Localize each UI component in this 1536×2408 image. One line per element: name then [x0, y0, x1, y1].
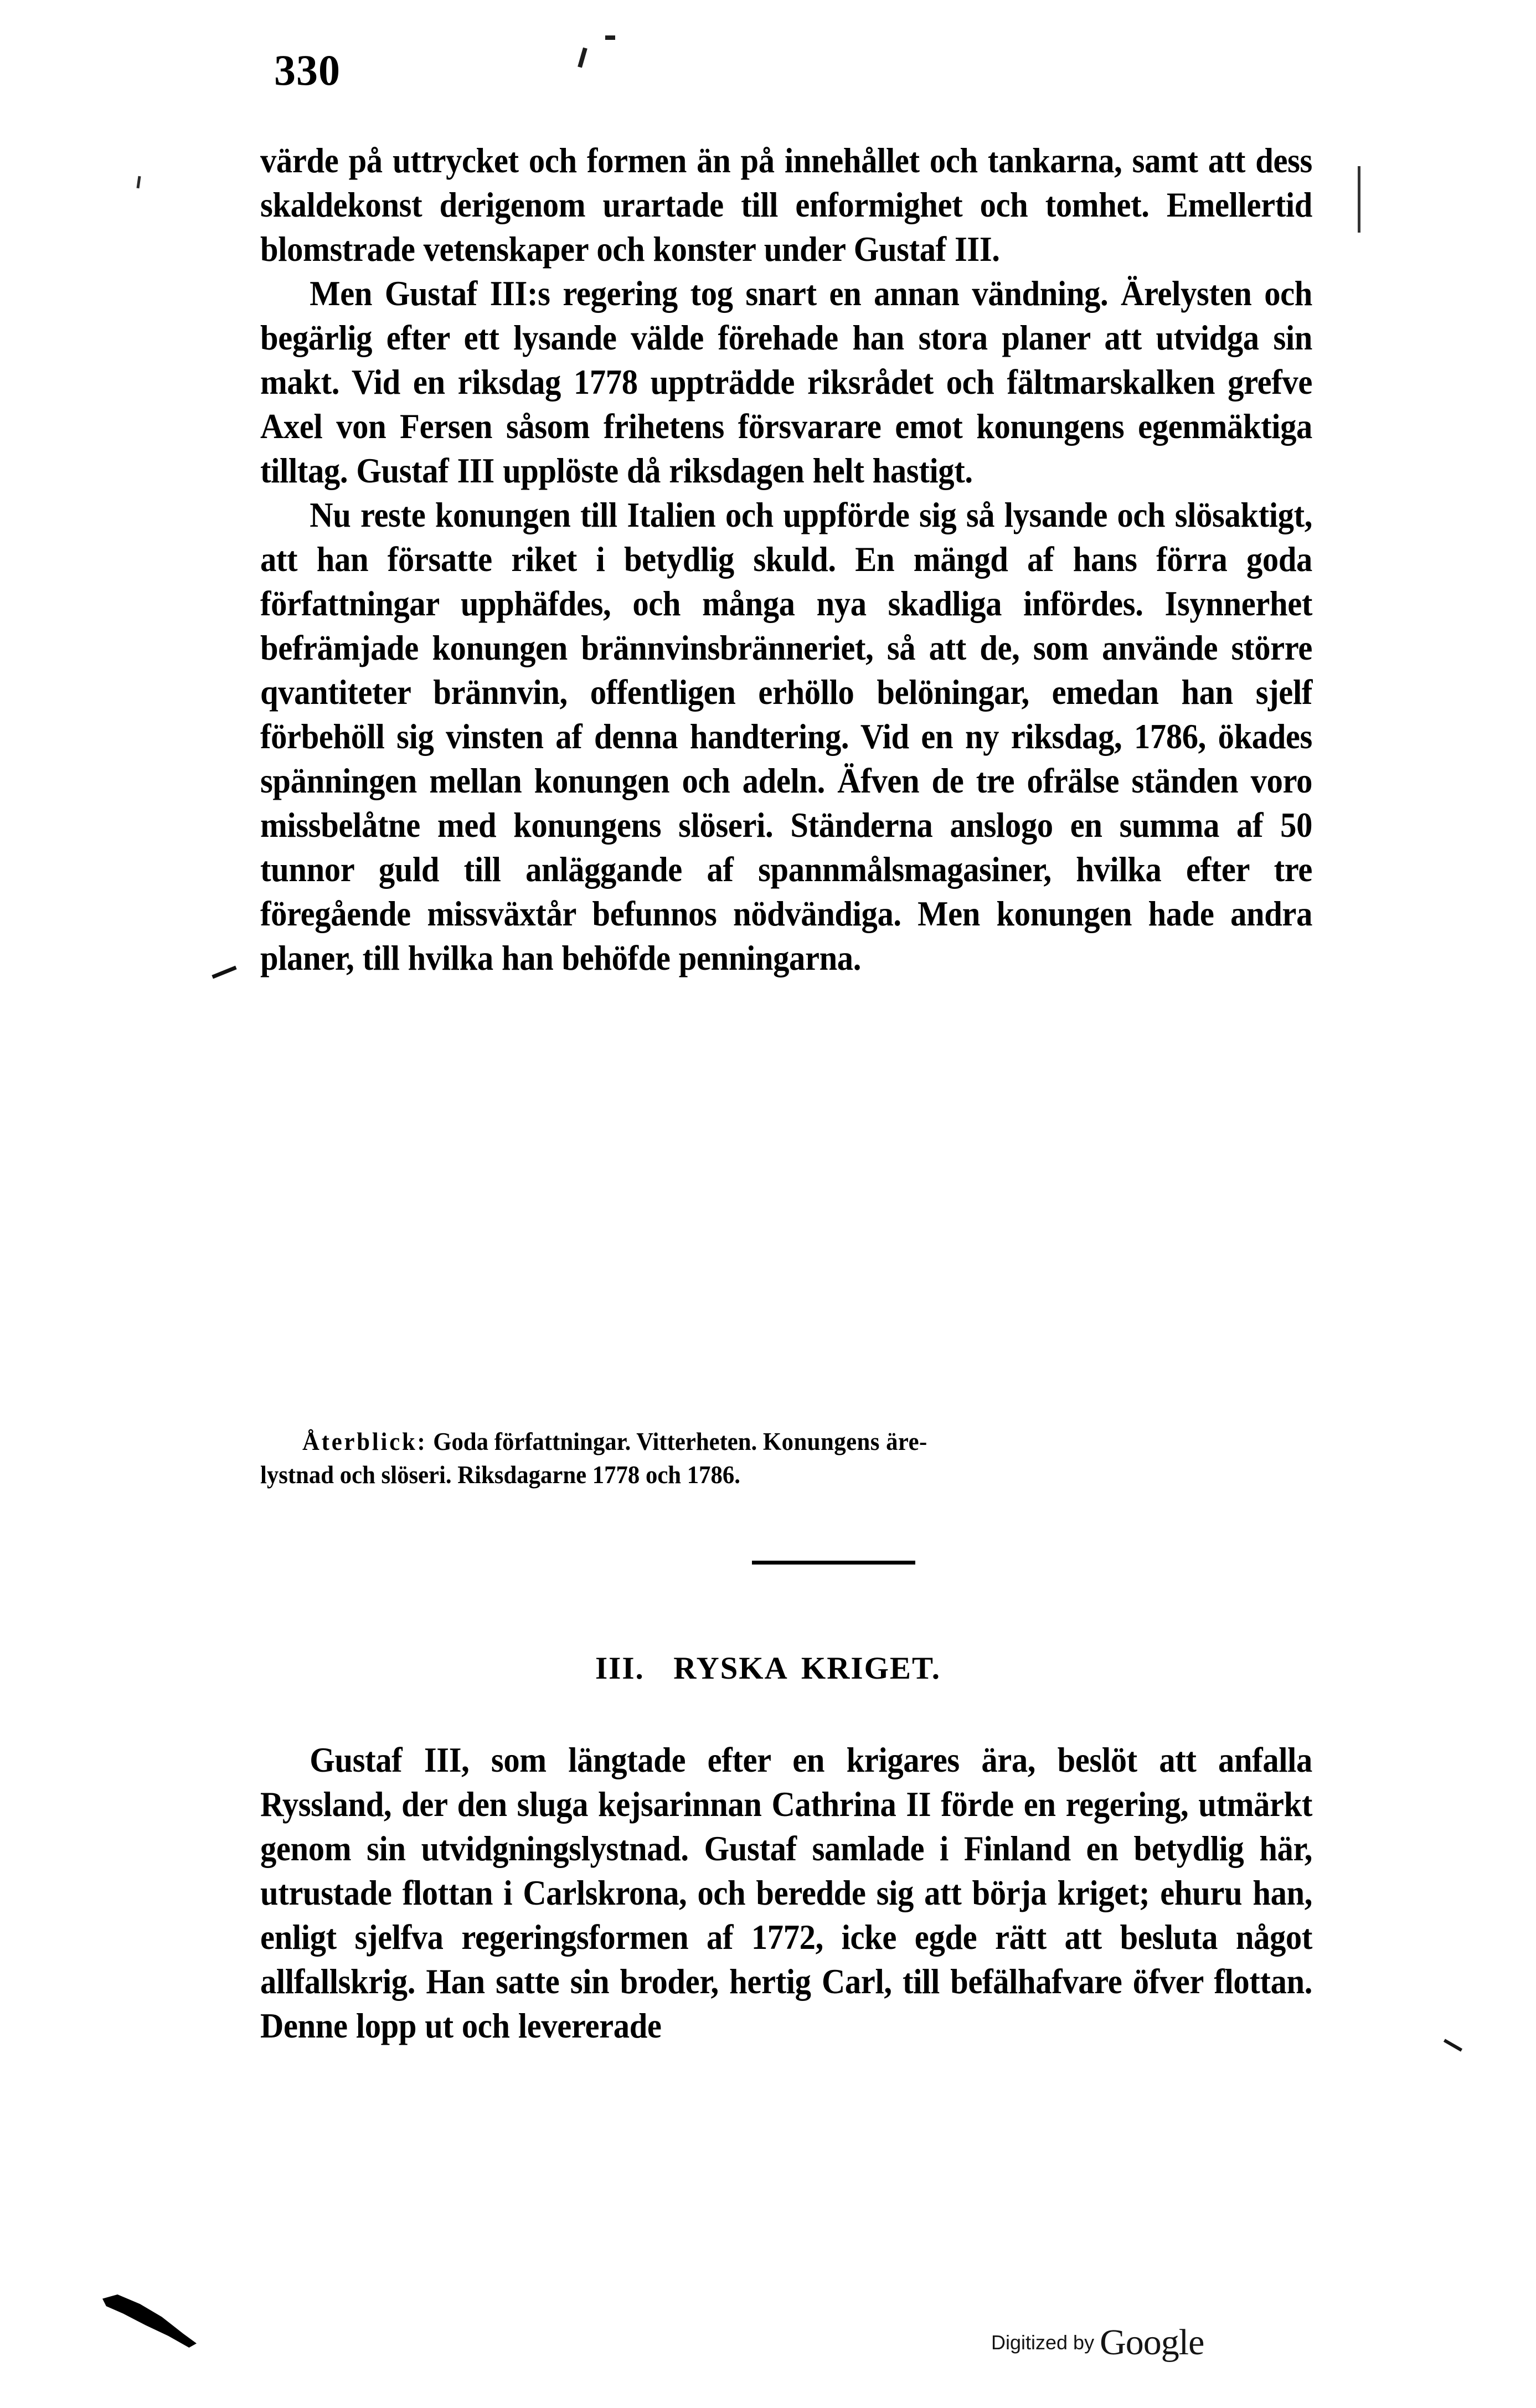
summary-note-line-1	[260, 1425, 1278, 1458]
chapter-title: RYSKA KRIGET.	[673, 1651, 941, 1686]
paragraph-continuation: värde på uttrycket och formen än på innehållet och tankarna, samt att dess skaldekonst derigenom urartade till enformighet och tomhet. Emellertid blomstrade vetenskaper och konster under Gustaf III.	[260, 141, 1312, 269]
digitized-by-footer	[991, 2322, 1204, 2364]
chapter-number: III.	[595, 1651, 645, 1686]
text-column-upper	[260, 138, 1312, 980]
scan-artifact-blob	[102, 2294, 197, 2348]
paragraph-italien: Nu reste konungen till Italien och uppförde sig så lysande och slösaktigt, att han försatte riket i betydlig skuld. En mängd af hans förra goda författningar upphäfdes, och många nya skadliga infördes. Isynnerhet befrämjade konungen brännvinsbränneriet, så att de, som använde större qvantiteter brännvin, offentligen erhöllo belöningar, emedan han sjelf förbehöll sig vinsten af denna handtering. Vid en ny riksdag, 1786, ökades spänningen mellan konungen och adeln. Äfven de tre ofrälse ständen voro missbelåtne med konungens slöseri. Ständerna anslogo en summa af 50 tunnor guld till anläggande af spannmålsmagasiner, hvilka efter tre föregående missväxtår befunnos nödvändiga. Men konungen hade andra planer, till hvilka han behöfde penningarna.	[260, 496, 1312, 977]
paragraph-gustaf-regering: Men Gustaf III:s regering tog snart en annan vändning. Ärelysten och begärlig efter ett lysande välde förehade han stora planer att utvidga sin makt. Vid en riksdag 1778 uppträdde riksrådet och fältmarskalken grefve Axel von Fersen såsom frihetens försvarare emot konungens egenmäktiga tilltag. Gustaf III upplöste då riksdagen helt hastigt.	[260, 274, 1312, 490]
scan-artifact-mark	[1444, 2039, 1462, 2051]
section-divider-rule	[752, 1561, 915, 1565]
digitized-by-label: Digitized by	[991, 2331, 1095, 2354]
scan-artifact-speck	[136, 176, 141, 188]
google-wordmark: Google	[1100, 2322, 1204, 2363]
scan-artifact-line	[1358, 166, 1360, 233]
summary-note-line-2: lystnad och slöseri. Riksdagarne 1778 och 1786.	[260, 1461, 740, 1489]
summary-note-label: Återblick:	[302, 1428, 427, 1455]
page-number: 330	[274, 46, 341, 94]
text-column-lower	[260, 1738, 1312, 2048]
summary-note	[260, 1425, 1278, 1491]
summary-note-bold-topic: Konungens äre-	[762, 1428, 927, 1455]
summary-note-topics: Goda författningar. Vitterheten.	[427, 1428, 763, 1455]
chapter-heading	[0, 1650, 1536, 1686]
paragraph-ryska-kriget: Gustaf III, som längtade efter en krigares ära, beslöt att anfalla Ryssland, der den sluga kejsarinnan Cathrina II förde en regering, utmärkt genom sin utvidgningslystnad. Gustaf samlade i Finland en betydlig här, utrustade flottan i Carlskrona, och beredde sig att börja kriget; ehuru han, enligt sjelfva regeringsformen af 1772, icke egde rätt att besluta något allfallskrig. Han satte sin broder, hertig Carl, till befälhafvare öfver flottan. Denne lopp ut och levererade	[260, 1741, 1312, 2045]
scan-artifact-speck	[605, 35, 615, 40]
scan-artifact-mark	[578, 48, 587, 68]
margin-pen-mark	[212, 966, 236, 979]
